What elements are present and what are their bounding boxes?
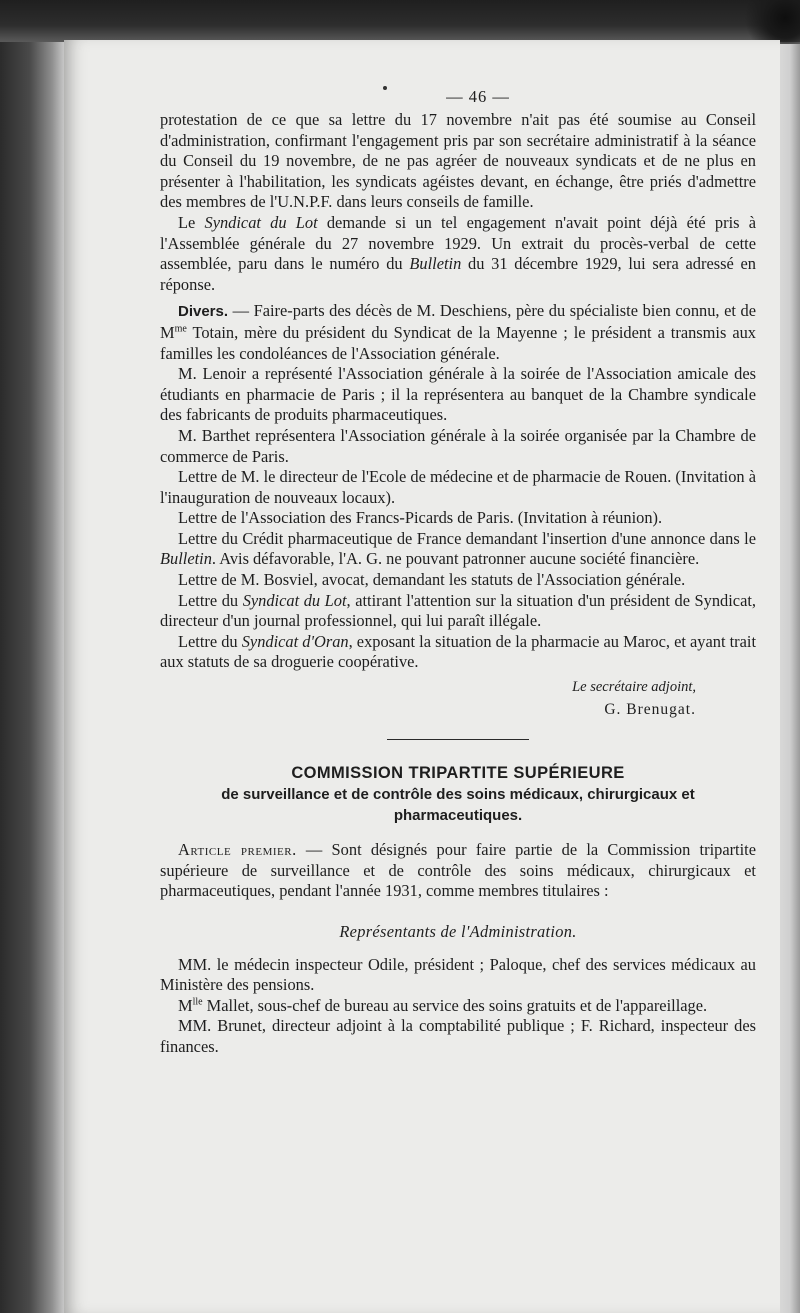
text-run: . Avis défavorable, l'A. G. ne pouvant patronner aucune société financière. xyxy=(211,549,700,569)
paragraph-lettre-rouen: Lettre de M. le directeur de l'Ecole de médecine et de pharmacie de Rouen. (Invitation à l'inauguration de nouveaux locaux). xyxy=(160,467,756,507)
text-run: Lettre du Crédit pharmaceutique de France demandant l'insertion d'une annonce dans le xyxy=(178,528,756,548)
paragraph-syndicat-lot xyxy=(160,213,756,295)
text-run: du 31 décembre 1929, lui sera adressé en réponse. xyxy=(160,254,756,294)
superscript: me xyxy=(174,323,187,335)
paragraph-lettre-francs-picards: Lettre de l'Association des Francs-Picards de Paris. (Invitation à réunion). xyxy=(178,508,663,528)
page-content xyxy=(160,84,756,1058)
text-run: demande si un tel engagement n'avait point déjà été pris à l'Assemblée générale du 27 novembre 1929. Un extrait du procès-verbal de cette assemblée, paru dans le numéro du xyxy=(160,212,757,274)
paragraph-lettre-oran xyxy=(160,632,756,673)
signature-name: G. Brenugat. xyxy=(604,700,696,718)
paragraph-barthet: M. Barthet représentera l'Association générale à la soirée organisée par la Chambre de commerce de Paris. xyxy=(160,425,756,466)
page-number: — 46 — xyxy=(446,87,510,106)
text-run: — Faire-parts des décès de M. Deschiens, père du spécialiste bien connu, et de M xyxy=(160,301,756,342)
text-run: — Sont désignés pour faire partie de la Commission tripartite supérieure de surveillance et de contrôle des soins médicaux, chirurgicaux et pharmaceutiques, pendant l'année 1931, comme membres titulaires : xyxy=(160,840,756,901)
section-title: COMMISSION TRIPARTITE SUPÉRIEURE xyxy=(291,764,625,783)
article-lead: Article premier. xyxy=(178,840,297,860)
section-divider xyxy=(387,739,529,740)
signature-role: Le secrétaire adjoint, xyxy=(572,679,696,696)
italic-syndicat-d-oran: Syndicat d'Oran xyxy=(241,631,349,651)
paragraph-members-2 xyxy=(160,996,756,1017)
italic-bulletin: Bulletin xyxy=(409,254,462,274)
divers-lead: Divers. xyxy=(178,303,229,321)
section-subtitle: de surveillance et de contrôle des soins médicaux, chirurgicaux et pharmaceutiques. xyxy=(221,786,695,825)
paragraph-article-premier xyxy=(160,840,756,902)
paragraph-lettre-syndicat-lot xyxy=(160,591,756,632)
italic-bulletin: Bulletin xyxy=(160,549,212,569)
paragraph-divers xyxy=(160,301,756,364)
text-run: Lettre du xyxy=(178,631,242,651)
paragraph-lenoir: M. Lenoir a représenté l'Association générale à la soirée de l'Association amicale des étudiants en pharmacie de Paris ; il la représentera au banquet de la Chambre syndicale des fabricants de produits pharmaceutiques. xyxy=(160,364,756,425)
text-run: Totain, mère du président du Syndicat de la Mayenne ; le président a transmis aux familles les condoléances de l'Association générale. xyxy=(160,322,756,363)
text-run: , exposant la situation de la pharmacie au Maroc, et ayant trait aux statuts de sa droguerie coopérative. xyxy=(160,631,757,672)
paragraph-protestation: protestation de ce que sa lettre du 17 novembre n'ait pas été soumise au Conseil d'administration, confirmant l'engagement pris par son secrétaire administratif à la séance du Conseil du 19 novembre, de ne pas agréer de nouveaux syndicats et de ne plus en présenter à l'habilitation, les syndicats agéistes devant, en échange, être priés d'admettre des membres de l'U.N.P.F. dans leurs conseils de famille. xyxy=(160,110,756,212)
paragraph-lettre-credit xyxy=(160,529,756,570)
scan-corner-shadow xyxy=(730,0,800,44)
text-run: , attirant l'attention sur la situation d'un président de Syndicat, directeur d'un journal professionnel, qui lui paraît illégale. xyxy=(160,590,757,631)
text-run: Le xyxy=(178,212,205,232)
text-run: M xyxy=(178,995,193,1015)
italic-syndicat-du-lot: Syndicat du Lot xyxy=(242,590,347,610)
text-run: Lettre du xyxy=(178,590,243,610)
paragraph-lettre-bosviel: Lettre de M. Bosviel, avocat, demandant les statuts de l'Association générale. xyxy=(178,570,686,590)
italic-syndicat-du-lot: Syndicat du Lot xyxy=(204,212,318,232)
superscript: lle xyxy=(192,996,203,1008)
text-run: Mallet, sous-chef de bureau au service des soins gratuits et de l'appareillage. xyxy=(202,995,708,1015)
subheading-representants: Représentants de l'Administration. xyxy=(339,922,577,941)
scan-top-edge xyxy=(0,0,800,42)
paragraph-members-3: MM. Brunet, directeur adjoint à la comptabilité publique ; F. Richard, inspecteur des finances. xyxy=(160,1016,756,1056)
paragraph-members-1: MM. le médecin inspecteur Odile, président ; Paloque, chef des services médicaux au Ministère des pensions. xyxy=(160,954,756,995)
